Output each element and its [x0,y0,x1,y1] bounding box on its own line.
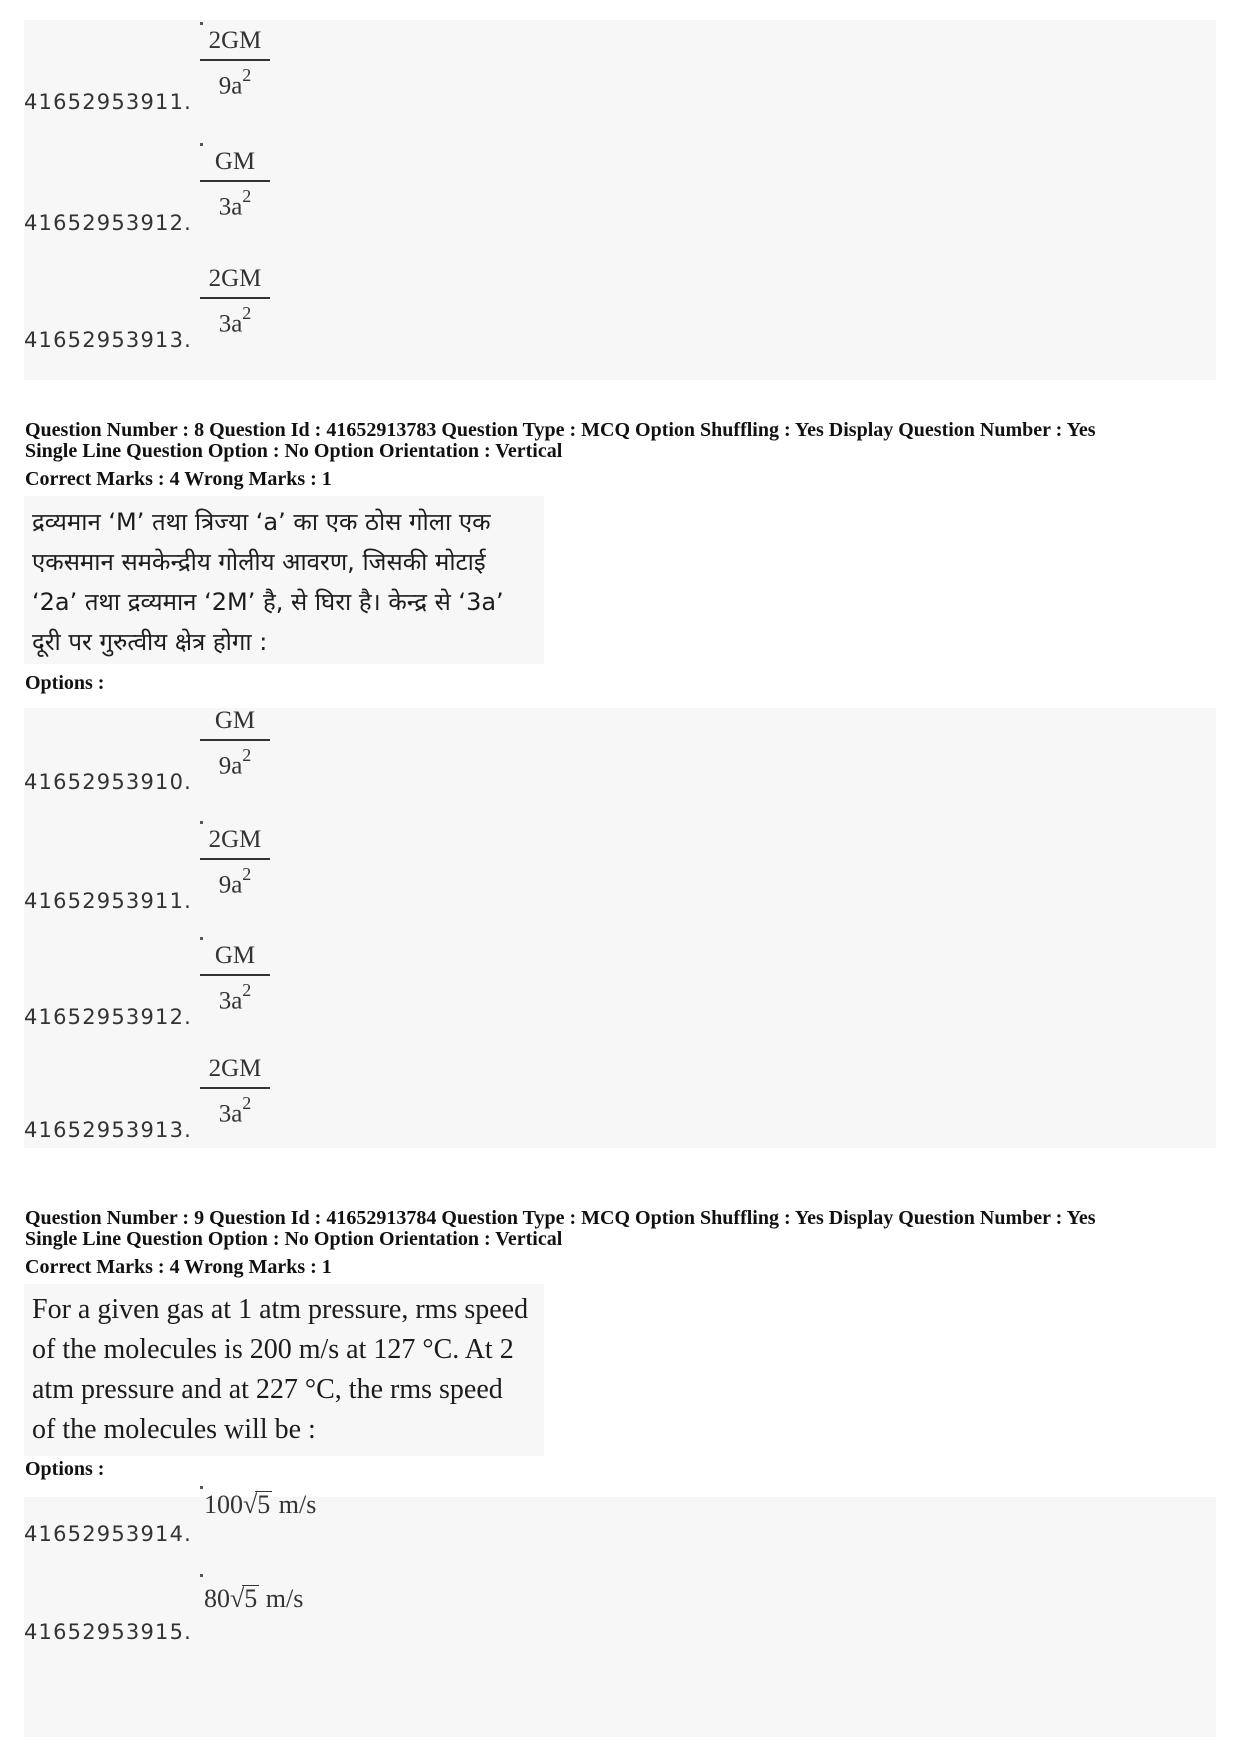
option-item[interactable] [24,143,444,243]
fraction-denominator: $9a^2$ [218,864,252,899]
q8-question-text [24,496,544,664]
q8-meta [25,420,1225,462]
fraction-numerator: 2GM [200,1054,270,1089]
option-value: 80√5 m/s [204,1584,304,1613]
option-item[interactable] [24,1050,444,1150]
fraction-numerator: 2GM [200,26,270,61]
option-id: 41652953911. [24,90,193,114]
fraction-denominator: $9a^2$ [218,65,252,100]
q9-meta [25,1208,1225,1250]
question-meta-line: Question Number : 8 Question Id : 41652913783 Question Type : MCQ Option Shuffling : Yes Display Question Number : Yes [25,419,1096,441]
q8-marks: Correct Marks : 4 Wrong Marks : 1 [25,468,332,490]
option-id: 41652953910. [24,770,193,794]
fraction-denominator: $3a^2$ [218,1093,252,1128]
option-id: 41652953913. [24,1118,193,1142]
option-id: 41652953912. [24,211,193,235]
sqrt-symbol: √ [243,1490,258,1519]
fraction-denominator: $3a^2$ [218,980,252,1015]
marker-dot [200,937,203,940]
fraction-denominator: $9a^2$ [218,745,252,780]
option-fraction [200,147,270,222]
q9-options-label: Options : [25,1458,105,1480]
option-item[interactable] [24,1484,444,1554]
option-id: 41652953914. [24,1522,193,1546]
option-item[interactable] [24,22,444,122]
question-meta-line: Single Line Question Option : No Option Orientation : Vertical [25,440,563,462]
question-line: of the molecules will be : [32,1414,316,1445]
option-id: 41652953913. [24,328,193,352]
marker-dot [200,1486,203,1489]
fraction-numerator: GM [200,706,270,741]
option-id: 41652953915. [24,1620,193,1644]
question-line: ‘2a’ तथा द्रव्यमान ‘2M’ है, से घिरा है। केन्द्र से ‘3a’ [32,588,504,616]
option-fraction [200,26,270,101]
question-line: atm pressure and at 227 °C, the rms speed [32,1374,503,1405]
option-value: 100√5 m/s [204,1490,317,1519]
option-item[interactable] [24,1572,444,1652]
option-id: 41652953912. [24,1005,193,1029]
question-line: of the molecules is 200 m/s at 127 °C. At 2 [32,1334,514,1365]
sqrt-symbol: √ [230,1584,245,1613]
question-line: For a given gas at 1 atm pressure, rms speed [32,1294,529,1325]
fraction-denominator: $3a^2$ [218,186,252,221]
fraction-numerator: GM [200,147,270,182]
marker-dot [200,143,203,146]
fraction-numerator: 2GM [200,264,270,299]
option-item[interactable] [24,821,444,921]
marker-dot [200,22,203,25]
fraction-numerator: 2GM [200,825,270,860]
option-fraction [200,1054,270,1129]
option-fraction [200,706,270,781]
option-id: 41652953911. [24,889,193,913]
question-line: द्रव्यमान ‘M’ तथा त्रिज्या ‘a’ का एक ठोस गोला एक [32,508,491,536]
question-line: दूरी पर गुरुत्वीय क्षेत्र होगा : [32,628,268,656]
option-item[interactable] [24,937,444,1037]
option-item[interactable] [24,702,444,802]
marker-dot [200,1574,203,1577]
marker-dot [200,821,203,824]
q9-question-text [24,1284,544,1456]
question-meta-line: Single Line Question Option : No Option Orientation : Vertical [25,1228,563,1250]
option-fraction [200,264,270,339]
q9-marks: Correct Marks : 4 Wrong Marks : 1 [25,1256,332,1278]
question-meta-line: Question Number : 9 Question Id : 41652913784 Question Type : MCQ Option Shuffling : Yes Display Question Number : Yes [25,1207,1096,1229]
fraction-numerator: GM [200,941,270,976]
option-fraction [200,825,270,900]
fraction-denominator: $3a^2$ [218,303,252,338]
question-line: एकसमान समकेन्द्रीय गोलीय आवरण, जिसकी मोटाई [32,548,486,576]
q8-options-label: Options : [25,672,105,694]
option-item[interactable] [24,260,444,360]
option-fraction [200,941,270,1016]
